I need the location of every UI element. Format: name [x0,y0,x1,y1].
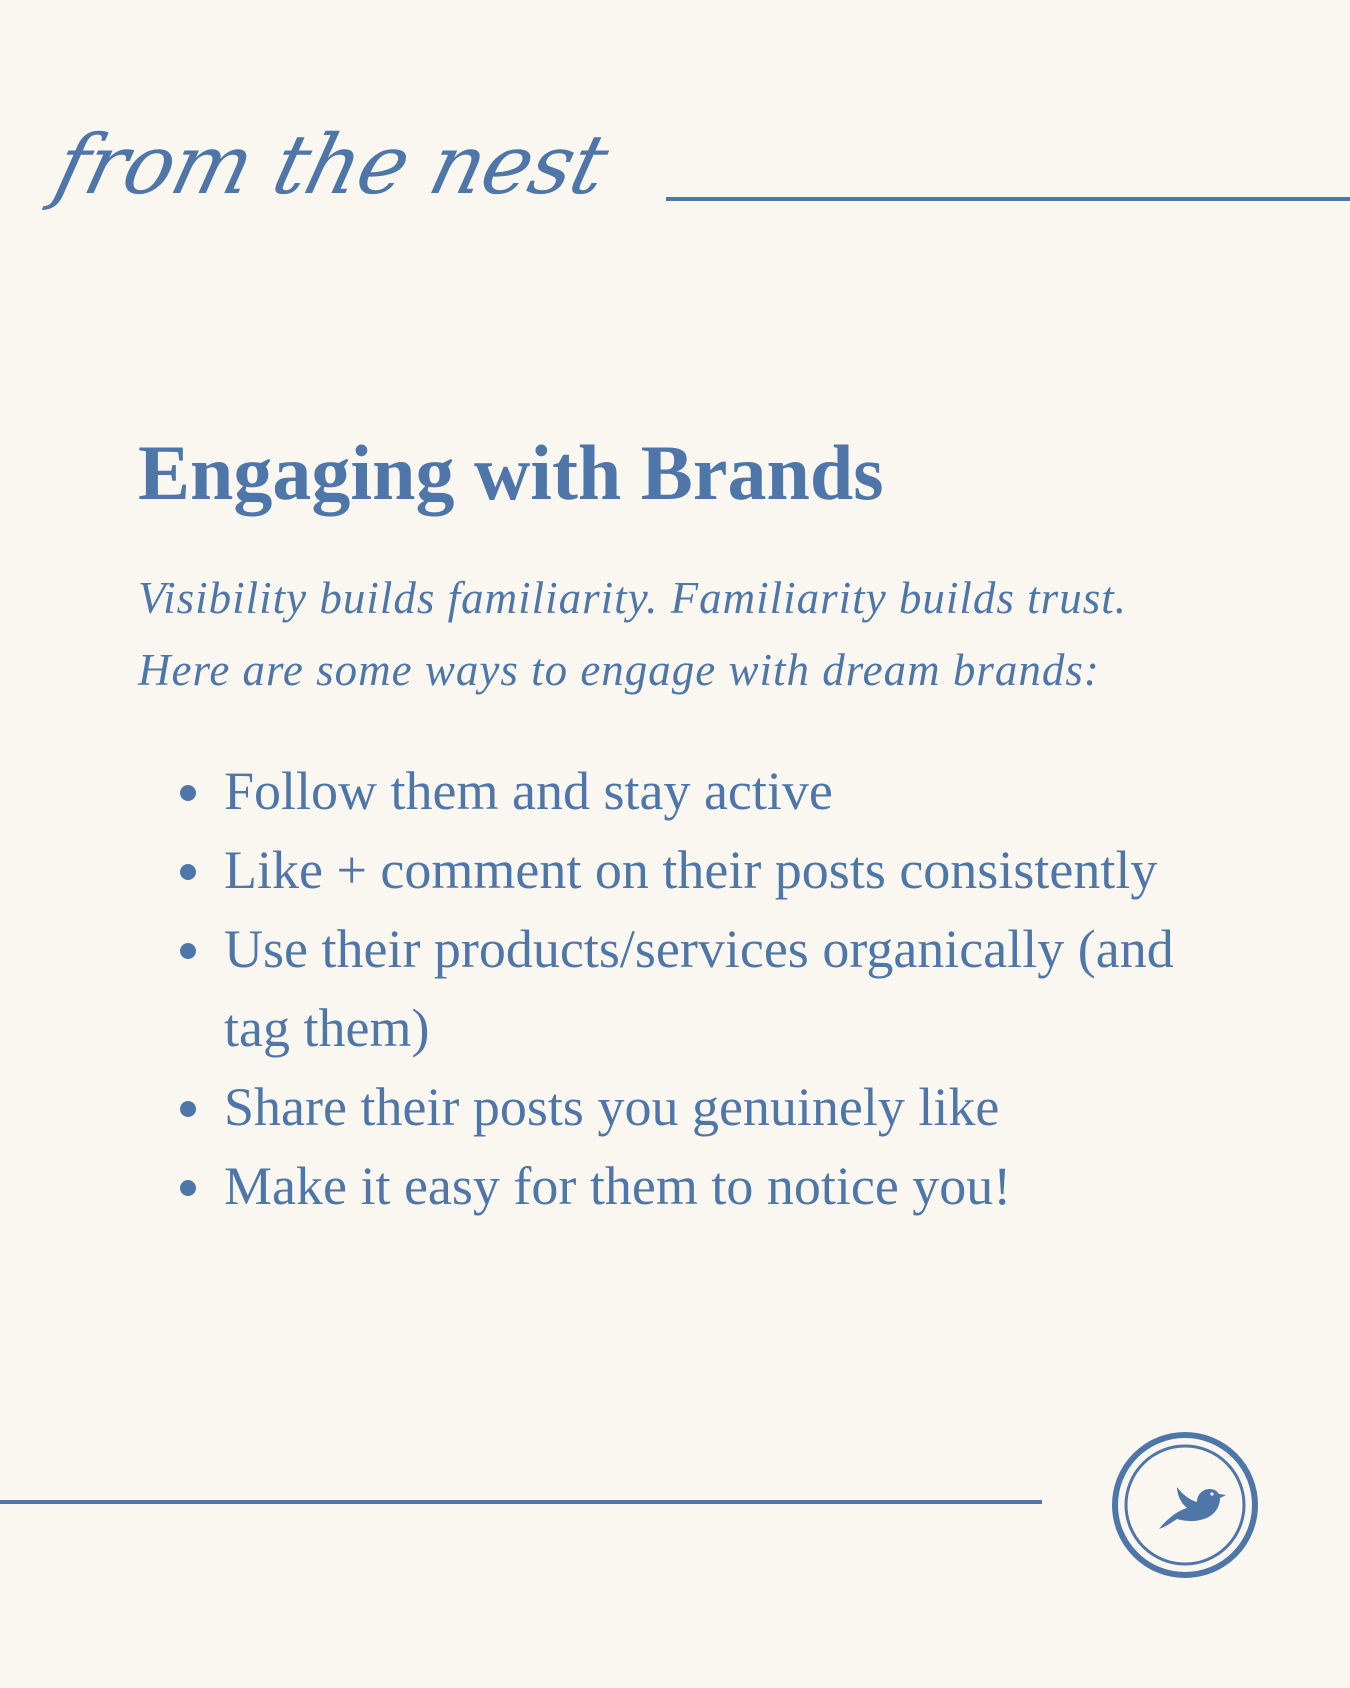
script-heading: from the nest [46,118,617,213]
list-item [180,910,1240,1068]
bullet-dot-icon [180,864,196,880]
list-item [180,1068,1240,1147]
page-title: Engaging with Brands [138,429,884,516]
subtitle-line: Here are some ways to engage with dream brands: [138,645,1100,695]
list-item-text: Like + comment on their posts consistently [224,840,1158,900]
list-item [180,831,1240,910]
bullet-dot-icon [180,943,196,959]
bottom-divider-line [0,1500,1042,1504]
top-divider-line [666,197,1350,201]
list-item [180,1147,1240,1226]
engagement-tips-list [180,752,1240,1226]
bullet-dot-icon [180,785,196,801]
list-item-text: Make it easy for them to notice you! [224,1156,1012,1216]
list-item-text: Use their products/services organically (and tag them) [224,919,1174,1058]
subtitle [138,562,1298,706]
list-item [180,752,1240,831]
bullet-dot-icon [180,1180,196,1196]
bullet-dot-icon [180,1101,196,1117]
list-item-text: Follow them and stay active [224,761,833,821]
list-item-text: Share their posts you genuinely like [224,1077,1000,1137]
subtitle-line: Visibility builds familiarity. Familiarity builds trust. [138,573,1127,623]
bird-logo-icon [1111,1431,1259,1579]
